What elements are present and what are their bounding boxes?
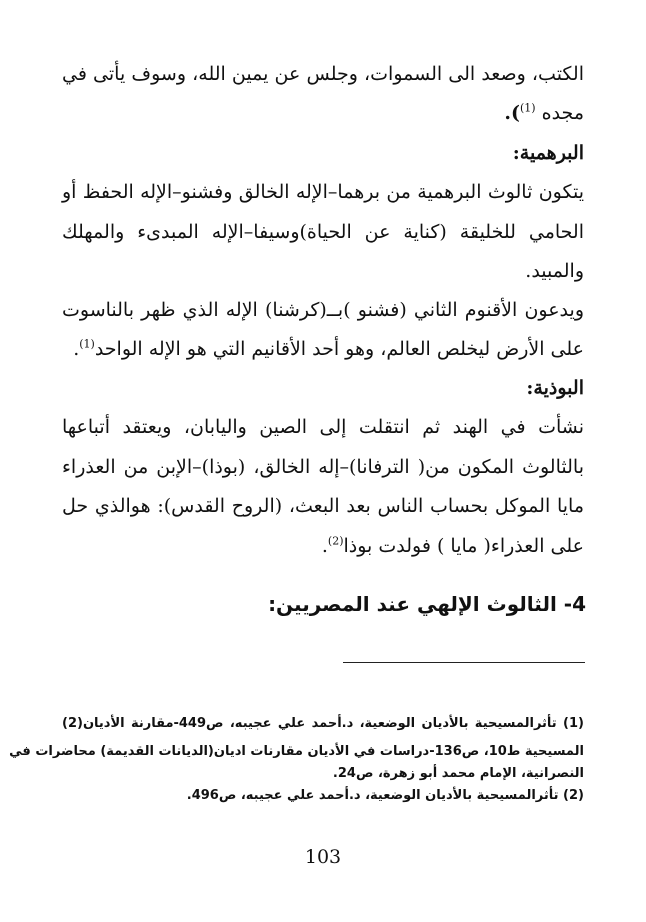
footnote-line: (2) تأثرالمسيحية بالأديان الوضعية، د.أحمد علي عجيبه، ص496.: [186, 788, 584, 803]
body-line: مايا الموكل بحساب الناس بعد البعث، (الروح القدس): هوالذي حل: [62, 495, 584, 517]
body-line: [62, 101, 584, 125]
body-text: .: [321, 535, 328, 557]
body-text: مجده: [541, 102, 584, 124]
section-heading: 4- الثالوث الإلهي عند المصريين:: [268, 592, 586, 616]
body-text: .: [73, 338, 80, 360]
body-text: على العذراء( مايا ) فولدت بوذا: [343, 535, 584, 557]
footnote-line: المسيحية ط10، ص136-دراسات في الأديان مقارنات اديان(الديانات القديمة) محاضرات في: [9, 744, 584, 759]
body-line: والمبيد.: [525, 260, 584, 282]
body-text: ).: [504, 102, 520, 124]
footnote-ref: (2): [327, 534, 344, 548]
body-line: ويدعون الأقنوم الثاني (فشنو )بــ(كرشنا) الإله الذي ظهر بالناسوت: [62, 299, 584, 321]
section-subheading: البرهمية:: [512, 142, 584, 164]
section-subheading: البوذية:: [526, 377, 584, 399]
body-text: على الأرض ليخلص العالم، وهو أحد الأقانيم التي هو الإله الواحد: [94, 338, 584, 360]
footnote-ref: (1): [79, 337, 95, 351]
body-line: نشأت في الهند ثم انتقلت إلى الصين واليابان، ويعتقد أتباعها: [62, 416, 584, 438]
body-line: الحامي للخليقة (كناية عن الحياة)وسيفا–الإله المبدىء والمهلك: [62, 221, 584, 243]
footnote-separator: [343, 662, 585, 663]
footnote-line: النصرانية، الإمام محمد أبو زهرة، ص24.: [332, 766, 584, 781]
body-line: بالثالوث المكون من( الترفانا)–إله الخالق، (بوذا)–الإبن من العذراء: [62, 456, 584, 478]
body-line: يتكون ثالوث البرهمية من برهما–الإله الخالق وفشنو–الإله الحفظ أو: [62, 181, 584, 203]
body-line: الكتب، وصعد الى السموات، وجلس عن يمين الله، وسوف يأتى في: [62, 63, 584, 85]
body-line: [62, 337, 584, 361]
body-line: [62, 534, 584, 558]
page-number: 103: [304, 846, 342, 868]
footnote-line: (1) تأثرالمسيحية بالأديان الوضعية، د.أحمد علي عجيبه، ص449-مقارنة الأديان(2): [62, 716, 584, 731]
footnote-ref: (1): [519, 101, 536, 115]
